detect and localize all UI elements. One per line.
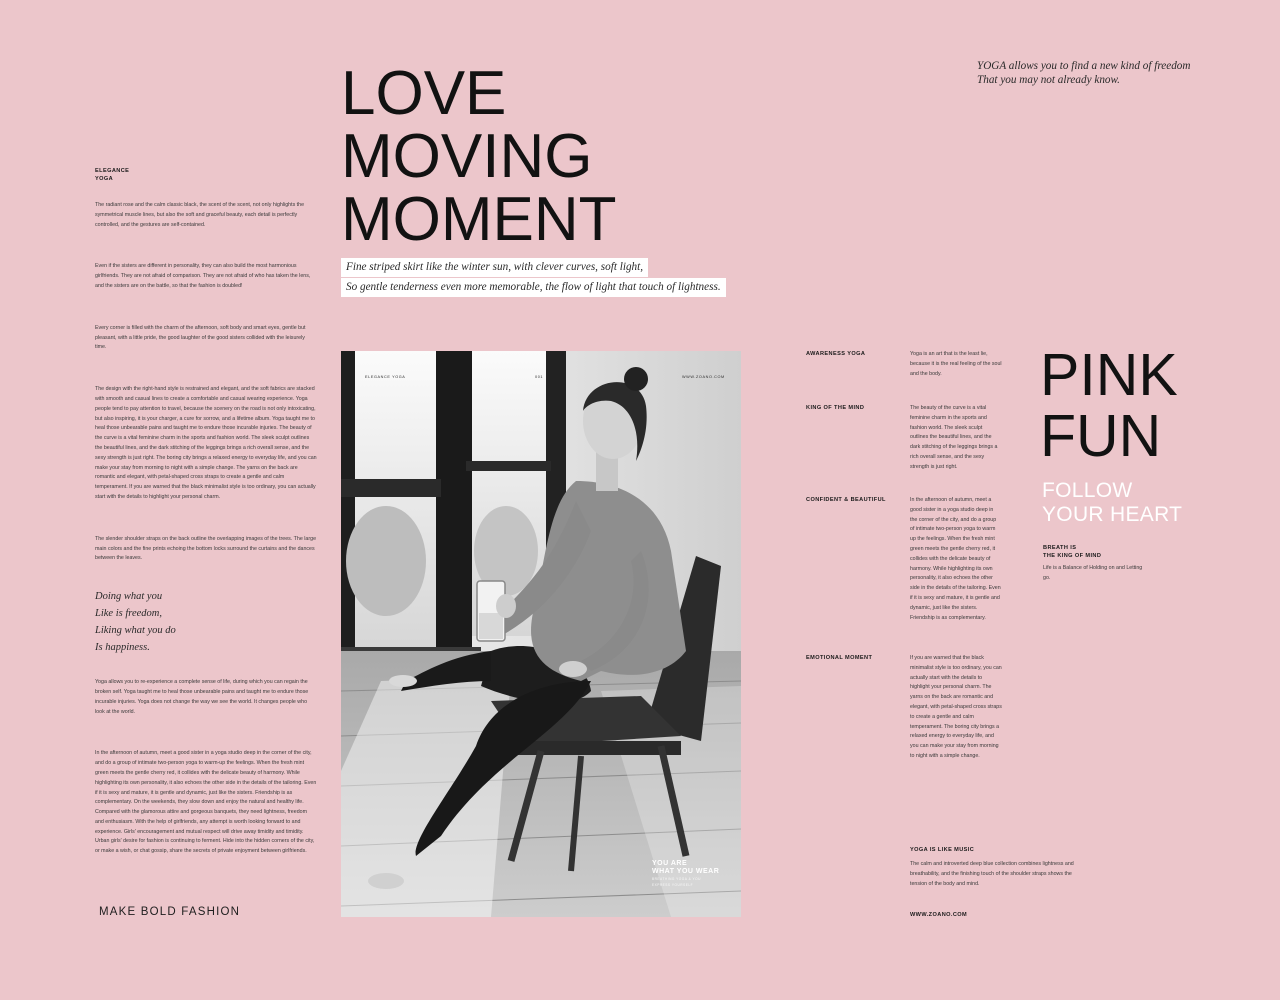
music-label: YOGA IS LIKE MUSIC bbox=[910, 847, 975, 853]
photo-tag-page: 001 bbox=[535, 375, 544, 379]
body-paragraph: The slender shoulder straps on the back outline the overlapping images of the trees. The large main colors and the fine prints echoing the bottom locks surround the curtains and the dances between the leaves. bbox=[95, 535, 317, 562]
body-paragraph: The radiant rose and the calm classic black, the scent of the scent, not only highlights the symmetrical muscle lines, but also the soft and graceful beauty, each detail is perfectly controlled, and the gestures are self-contained. bbox=[95, 202, 305, 228]
pink-fun-line: PINK bbox=[1040, 342, 1178, 408]
headline-caption: So gentle tenderness even more memorable, the flow of light that touch of lightness. bbox=[341, 278, 726, 297]
photo-tag-left: ELEGANCE YOGA bbox=[365, 375, 406, 379]
body-paragraph: Every corner is filled with the charm of the afternoon, soft body and smart eyes, gentle but pleasant, with a little pride, the good laughter of the good sisters collided with the leisurely time. bbox=[95, 324, 306, 351]
body-paragraph: Yoga allows you to re-experience a complete sense of life, during which you can regain the broken self. Yoga taught me to heal those unbearable pains and taught me to endure those incurable injuries. Yoga does not change the way we see the world. It changes people who look at the world. bbox=[95, 679, 309, 715]
photo-illustration bbox=[341, 351, 741, 917]
photo-caption-sub: BREATHING YOGA & YOU bbox=[652, 877, 701, 881]
photo-caption-title: WHAT YOU WEAR bbox=[652, 868, 720, 875]
left-column bbox=[95, 167, 317, 889]
breath-label-line: THE KING OF MIND bbox=[1043, 553, 1102, 559]
section-text-emotional: If you are warned that the black minimalist style is too ordinary, you can actually start with the details to highlight your personal charm. The yarns on the back are romantic and elegant, with petal-shaped cross straps to create a gentle and calm temperament. The boring city brings a relaxed energy to everyday life, and you can make your stay from morning to night with a simple change. bbox=[910, 655, 1002, 759]
top-quote bbox=[977, 59, 1191, 87]
top-quote-line: YOGA allows you to find a new kind of freedom bbox=[977, 60, 1191, 72]
section-label-emotional: EMOTIONAL MOMENT bbox=[806, 655, 873, 661]
section-text-king: The beauty of the curve is a vital feminine charm in the sports and fashion world. The sleek sculpt outlines the beautiful lines, and the dark stitching of the leggings brings a rich overall sense, and the sexy strength is just right. bbox=[910, 405, 998, 470]
top-quote-line: That you may not already know. bbox=[977, 74, 1120, 86]
yoga-photo bbox=[341, 351, 741, 917]
photo-caption bbox=[652, 860, 719, 888]
pink-fun-line: FUN bbox=[1040, 403, 1162, 469]
photo-caption-title: YOU ARE bbox=[652, 860, 688, 867]
breath-text: Life is a Balance of Holding on and Letting go. bbox=[1043, 565, 1143, 581]
headline-line: MOVING bbox=[341, 122, 593, 191]
section-label-line: ELEGANCE bbox=[95, 168, 130, 174]
breath-label bbox=[1043, 544, 1101, 560]
section-label-awareness: AWARENESS YOGA bbox=[806, 351, 866, 357]
headline-caption: Fine striped skirt like the winter sun, with clever curves, soft light, bbox=[341, 258, 648, 277]
body-paragraph: Even if the sisters are different in personality, they can also build the most harmonious girlfriends. They are not afraid of comparison. They are not afraid of who has taken the lens, and the sisters are on the battle, so that the fashion is doubled! bbox=[95, 263, 311, 289]
section-label-confident: CONFIDENT & BEAUTIFUL bbox=[806, 497, 886, 503]
pull-quote bbox=[95, 588, 317, 656]
section-text-confident: In the afternoon of autumn, meet a good sister in a yoga studio deep in the corner of the city, and do a group of intimate two-person yoga to warm up the feelings. When the fresh mint green meets the gentle cherry red, it collides with the delicate beauty of harmony. While highlighting its own personality, it also echoes the other side in the details of the tailoring. Even if it is sexy and mature, it is gentle and dynamic, just like the sisters. Friendship is as complementary. bbox=[910, 497, 1001, 621]
breath-label-line: BREATH IS bbox=[1043, 545, 1077, 551]
music-text: The calm and introverted deep blue collection combines lightness and breathability, and the finishing touch of the shoulder straps shows the tension of the body and mind. bbox=[910, 861, 1074, 887]
headline-line: MOMENT bbox=[341, 185, 617, 254]
follow-line: FOLLOW bbox=[1042, 479, 1133, 502]
headline-line: LOVE bbox=[341, 59, 507, 128]
section-label-king: KING OF THE MIND bbox=[806, 405, 865, 411]
photo-tag-url: WWW.ZOANO.COM bbox=[682, 375, 725, 379]
pink-fun-heading bbox=[1040, 342, 1178, 469]
pull-quote-line: Liking what you do bbox=[95, 625, 176, 637]
pull-quote-line: Doing what you bbox=[95, 591, 163, 603]
body-paragraph: In the afternoon of autumn, meet a good sister in a yoga studio deep in the corner of the city, and do a group of intimate two-person yoga to warm-up the feelings. When the fresh mint green meets the gentle cherry red, it collides with the delicate beauty of harmony. While highlighting its own personality, it also echoes the other side in the details of the tailoring. Even if it is sexy and mature, it is gentle and dynamic, just like the sisters. Friendship is as complementary. On the weekends, they slow down and enjoy the natural and healthy life. Compared with the glamorous attire and gorgeous banquets, they need lightness, freedom and enthusiasm. With the help of girlfriends, any attempt is worth looking forward to and experience. Girls' encouragement and mutual respect will drive away timidity and timidity. Urban girls' desire for fashion is continuing to ferment. Hide into the hidden corners of the city, or make a wish, or chat gossip, share the secrets of private enjoyment between girlfriends. bbox=[95, 750, 317, 855]
follow-line: YOUR HEART bbox=[1042, 503, 1183, 526]
section-label-elegance-yoga bbox=[95, 167, 317, 183]
body-paragraph: The design with the right-hand style is restrained and elegant, and the soft fabrics are stacked with smooth and casual lines to create a comfortable and casual wearing experience. Yoga people tend to pay attention to travel, because the scenery on the road is not only intoxicating, but also inspiring, it is your charger, a cure for sorrow, and a lifetime album. Yoga taught me to heal those unbearable pains and taught me to endure those incurable injuries. The beauty of the curve is a vital feminine charm in the sports and fashion world. The sleek sculpt outlines the beautiful lines, and the dark stitching of the leggings brings a rich overall sense, and the sexy strength is just right. The boring city brings a relaxed energy to everyday life, and you can make your stay from morning to night with a simple change. The yarns on the back are romantic and elegant, with petal-shaped cross straps to create a gentle and calm temperament. If you are warned that the black minimalist style is too ordinary, you can actually start with the details to highlight your personal charm. bbox=[95, 386, 317, 500]
photo-caption-sub: EXPRESS YOURSELF bbox=[652, 883, 694, 887]
pull-quote-line: Like is freedom, bbox=[95, 608, 162, 620]
brand-tagline: MAKE BOLD FASHION bbox=[99, 906, 241, 918]
main-headline bbox=[341, 59, 671, 254]
follow-heart-heading bbox=[1042, 479, 1182, 527]
section-label-line: YOGA bbox=[95, 176, 114, 182]
pull-quote-line: Is happiness. bbox=[95, 642, 150, 654]
section-text-awareness: Yoga is an art that is the least lie, because it is the real feeling of the soul and the body. bbox=[910, 351, 1002, 377]
website-url[interactable]: WWW.ZOANO.COM bbox=[910, 912, 968, 918]
